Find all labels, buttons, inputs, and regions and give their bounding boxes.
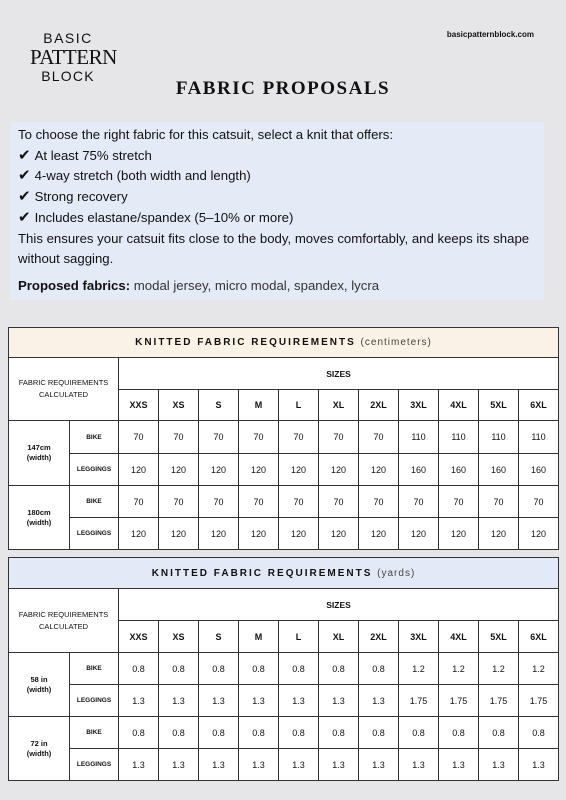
cell-value: 110: [519, 421, 559, 454]
size-header: M: [239, 621, 279, 653]
width-label: 58 in (width): [9, 653, 70, 717]
size-header: XL: [319, 621, 359, 653]
row-type: BIKE: [70, 486, 119, 518]
cell-value: 110: [439, 421, 479, 454]
cell-value: 120: [159, 454, 199, 486]
yards-table: [8, 557, 559, 781]
width-label: 180cm (width): [9, 486, 70, 550]
table-title: KNITTED FABRIC REQUIREMENTS (yards): [9, 558, 559, 589]
cell-value: 70: [119, 421, 159, 454]
cell-value: 120: [279, 454, 319, 486]
cell-value: 1.2: [479, 653, 519, 685]
table-title: KNITTED FABRIC REQUIREMENTS (centimeters): [9, 328, 559, 358]
row-type: BIKE: [70, 421, 119, 454]
cell-value: 0.8: [279, 653, 319, 685]
cell-value: 1.2: [399, 653, 439, 685]
cell-value: 120: [399, 518, 439, 550]
size-header: L: [279, 390, 319, 421]
intro-summary: This ensures your catsuit fits close to the body, moves comfortably, and keeps its shape without sagging.: [18, 230, 530, 267]
width-label: 72 in (width): [9, 717, 70, 781]
table-row: [9, 717, 559, 749]
cell-value: 1.3: [279, 749, 319, 781]
cell-value: 160: [439, 454, 479, 486]
checkmark-icon: ✔: [18, 146, 31, 164]
logo-line-3: BLOCK: [41, 68, 95, 84]
cell-value: 70: [239, 421, 279, 454]
size-header: XS: [159, 390, 199, 421]
check-item: [18, 166, 544, 187]
cell-value: 1.3: [199, 749, 239, 781]
cell-value: 1.3: [159, 749, 199, 781]
page-title: FABRIC PROPOSALS: [175, 78, 391, 99]
cell-value: 160: [519, 454, 559, 486]
cell-value: 1.75: [479, 685, 519, 717]
table-row: [9, 421, 559, 454]
check-text: Includes elastane/spandex (5–10% or more): [34, 209, 294, 225]
cm-table: [8, 327, 559, 550]
cell-value: 1.3: [439, 749, 479, 781]
check-item: [18, 208, 544, 229]
cell-value: 120: [199, 518, 239, 550]
size-header: S: [199, 390, 239, 421]
size-header: 6XL: [519, 390, 559, 421]
cell-value: 70: [199, 486, 239, 518]
cell-value: 120: [119, 454, 159, 486]
row-type: BIKE: [70, 653, 119, 685]
cell-value: 1.3: [399, 749, 439, 781]
table-row: [9, 518, 559, 550]
cell-value: 1.3: [199, 685, 239, 717]
cell-value: 120: [359, 454, 399, 486]
cell-value: 1.3: [239, 749, 279, 781]
cell-value: 120: [239, 518, 279, 550]
table-row: [9, 749, 559, 781]
size-header: 5XL: [479, 390, 519, 421]
website-url: basicpatternblock.com: [446, 30, 534, 39]
cell-value: 70: [159, 421, 199, 454]
cell-value: 0.8: [519, 717, 559, 749]
cell-value: 120: [479, 518, 519, 550]
row-type: BIKE: [70, 717, 119, 749]
cell-value: 70: [399, 486, 439, 518]
checkmark-icon: ✔: [18, 167, 31, 185]
cell-value: 120: [439, 518, 479, 550]
cell-value: 70: [319, 486, 359, 518]
sizes-header: SIZES: [119, 358, 559, 390]
size-header: 2XL: [359, 621, 399, 653]
cell-value: 1.3: [119, 749, 159, 781]
size-header: M: [239, 390, 279, 421]
table-row: [9, 653, 559, 685]
brand-logo: [30, 30, 117, 84]
size-header: 4XL: [439, 621, 479, 653]
cell-value: 1.2: [439, 653, 479, 685]
check-text: At least 75% stretch: [34, 147, 152, 163]
cell-value: 70: [319, 421, 359, 454]
table-unit: (yards): [377, 567, 416, 579]
cell-value: 120: [319, 454, 359, 486]
cell-value: 0.8: [479, 717, 519, 749]
cell-value: 70: [119, 486, 159, 518]
size-header: XXS: [119, 621, 159, 653]
cell-value: 1.3: [519, 749, 559, 781]
cell-value: 0.8: [399, 717, 439, 749]
cell-value: 0.8: [359, 717, 399, 749]
checkmark-icon: ✔: [18, 188, 31, 206]
cell-value: 1.3: [479, 749, 519, 781]
width-label: 147cm (width): [9, 421, 70, 486]
cell-value: 0.8: [159, 653, 199, 685]
cell-value: 1.3: [319, 685, 359, 717]
size-header: XXS: [119, 390, 159, 421]
cell-value: 110: [479, 421, 519, 454]
cell-value: 0.8: [199, 653, 239, 685]
row-type: LEGGINGS: [70, 454, 119, 486]
size-header: XL: [319, 390, 359, 421]
check-item: [18, 187, 544, 208]
cell-value: 120: [239, 454, 279, 486]
cell-value: 0.8: [319, 653, 359, 685]
cell-value: 0.8: [359, 653, 399, 685]
cell-value: 0.8: [439, 717, 479, 749]
cell-value: 120: [159, 518, 199, 550]
cell-value: 1.3: [239, 685, 279, 717]
cell-value: 70: [359, 486, 399, 518]
row-type: LEGGINGS: [70, 685, 119, 717]
table-row: [9, 454, 559, 486]
cell-value: 160: [399, 454, 439, 486]
size-header: 6XL: [519, 621, 559, 653]
proposed-value: modal jersey, micro modal, spandex, lycra: [133, 277, 380, 293]
cell-value: 1.3: [119, 685, 159, 717]
cell-value: 0.8: [159, 717, 199, 749]
table-row: [9, 486, 559, 518]
logo-line-1: BASIC: [43, 30, 93, 46]
size-header: 3XL: [399, 390, 439, 421]
logo-line-2: PATTERN: [30, 45, 117, 69]
cell-value: 120: [119, 518, 159, 550]
cell-value: 0.8: [119, 717, 159, 749]
cell-value: 70: [439, 486, 479, 518]
cell-value: 70: [519, 486, 559, 518]
cell-value: 1.3: [279, 685, 319, 717]
table-unit: (centimeters): [360, 337, 432, 348]
cell-value: 70: [159, 486, 199, 518]
cell-value: 0.8: [199, 717, 239, 749]
cell-value: 70: [279, 421, 319, 454]
sizes-header: SIZES: [119, 589, 559, 621]
cell-value: 70: [239, 486, 279, 518]
proposed-label: Proposed fabrics:: [18, 277, 131, 293]
cell-value: 1.2: [519, 653, 559, 685]
cell-value: 120: [319, 518, 359, 550]
size-header: XS: [159, 621, 199, 653]
cell-value: 1.75: [399, 685, 439, 717]
size-header: 4XL: [439, 390, 479, 421]
cell-value: 120: [359, 518, 399, 550]
req-label: FABRIC REQUIREMENTS CALCULATED: [9, 589, 119, 653]
cell-value: 120: [519, 518, 559, 550]
size-header: 3XL: [399, 621, 439, 653]
check-text: Strong recovery: [34, 189, 128, 205]
cell-value: 0.8: [239, 653, 279, 685]
row-type: LEGGINGS: [70, 518, 119, 550]
checkmark-icon: ✔: [18, 208, 31, 226]
cell-value: 0.8: [119, 653, 159, 685]
cell-value: 1.3: [159, 685, 199, 717]
cell-value: 0.8: [279, 717, 319, 749]
cell-value: 1.75: [519, 685, 559, 717]
req-label: FABRIC REQUIREMENTS CALCULATED: [9, 358, 119, 421]
size-header: 2XL: [359, 390, 399, 421]
row-type: LEGGINGS: [70, 749, 119, 781]
cell-value: 1.3: [319, 749, 359, 781]
size-header: S: [199, 621, 239, 653]
intro-box: [10, 122, 544, 300]
size-header: L: [279, 621, 319, 653]
check-text: 4-way stretch (both width and length): [34, 168, 251, 184]
cell-value: 120: [199, 454, 239, 486]
size-header: 5XL: [479, 621, 519, 653]
cell-value: 70: [479, 486, 519, 518]
cell-value: 1.75: [439, 685, 479, 717]
proposed-fabrics: [18, 276, 544, 297]
cell-value: 1.3: [359, 685, 399, 717]
cell-value: 110: [399, 421, 439, 454]
cell-value: 0.8: [239, 717, 279, 749]
cell-value: 120: [279, 518, 319, 550]
cell-value: 70: [359, 421, 399, 454]
cell-value: 1.3: [359, 749, 399, 781]
cell-value: 160: [479, 454, 519, 486]
table-row: [9, 685, 559, 717]
cell-value: 0.8: [319, 717, 359, 749]
cell-value: 70: [199, 421, 239, 454]
cell-value: 70: [279, 486, 319, 518]
check-item: [18, 146, 544, 167]
intro-lead: To choose the right fabric for this catsuit, select a knit that offers:: [18, 127, 394, 142]
